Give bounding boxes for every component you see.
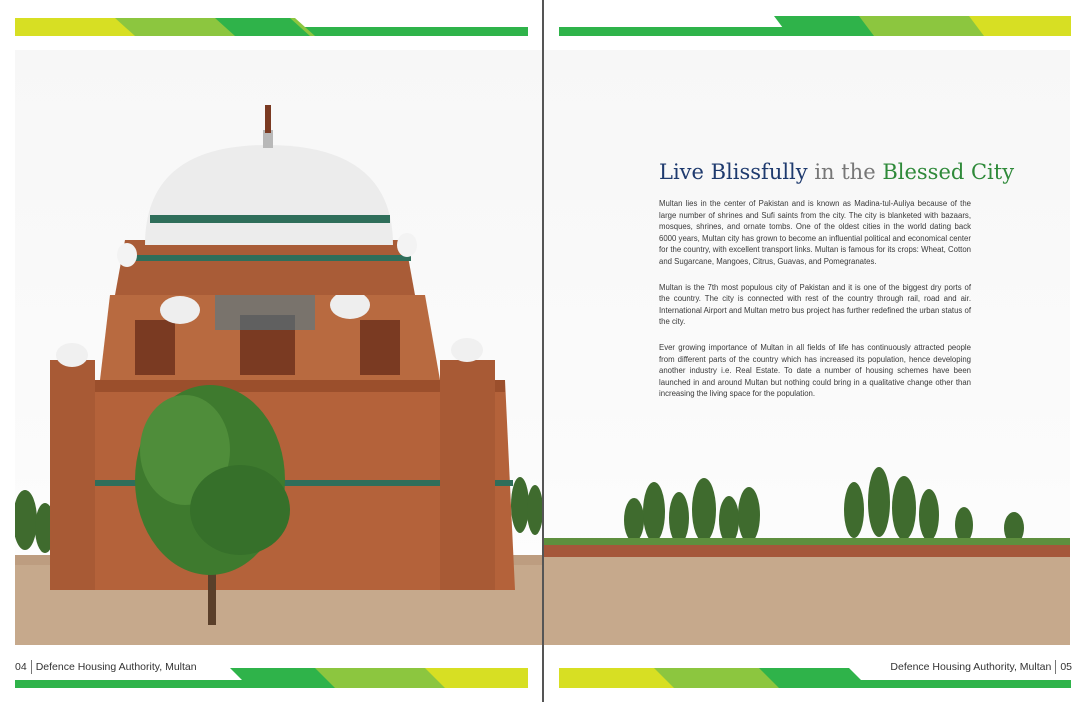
page-number: 04: [15, 660, 27, 673]
bottom-color-band: [15, 668, 528, 688]
title-part-2: in the: [807, 160, 883, 184]
mausoleum-illustration: [15, 50, 543, 645]
top-color-band: [559, 16, 1071, 36]
mausoleum-photo: [15, 50, 543, 645]
title-part-3: Blessed City: [882, 160, 1015, 184]
right-page: [544, 0, 1087, 702]
left-page: [0, 0, 543, 702]
paragraph-3: Ever growing importance of Multan in all fields of life has continuously attracted people from different parts of the country which has increased its population, hence developing another industry i.e. Real Estate. To date a number of housing schemes have been launched in and around Multan but nothing could bring in a qualitative change other than increasing the living space for the population.: [659, 342, 971, 399]
article: [659, 158, 1015, 414]
page-title: [659, 158, 1015, 186]
paragraph-1: Multan lies in the center of Pakistan and is known as Madina-tul-Auliya because of the large number of shrines and Sufi saints from the city. The city is blanketed with bazaars, mosques, shrines, and ornate tombs. One of the oldest cities in the world dating back 6000 years, Multan city has grown to become an influential political and economical center for the country, with excellent transport links. Multan is famous for its crops: Wheat, Cotton and Sugarcane, Mangoes, Citrus, Guavas, and Pomegranates.: [659, 199, 971, 266]
top-color-band: [15, 18, 528, 36]
page-number: 05: [1060, 660, 1072, 673]
bottom-color-band: [559, 668, 1071, 688]
title-part-1: Live Blissfully: [659, 160, 808, 184]
footer-text: Defence Housing Authority, Multan: [35, 660, 197, 673]
footer-text: Defence Housing Authority, Multan: [890, 660, 1052, 673]
paragraph-2: Multan is the 7th most populous city of Pakistan and it is one of the biggest dry ports of the country. The city is connected with rest of the country through rail, road and air. International Airport and Multan metro bus project has further redefined the urban status of the city.: [659, 282, 971, 327]
